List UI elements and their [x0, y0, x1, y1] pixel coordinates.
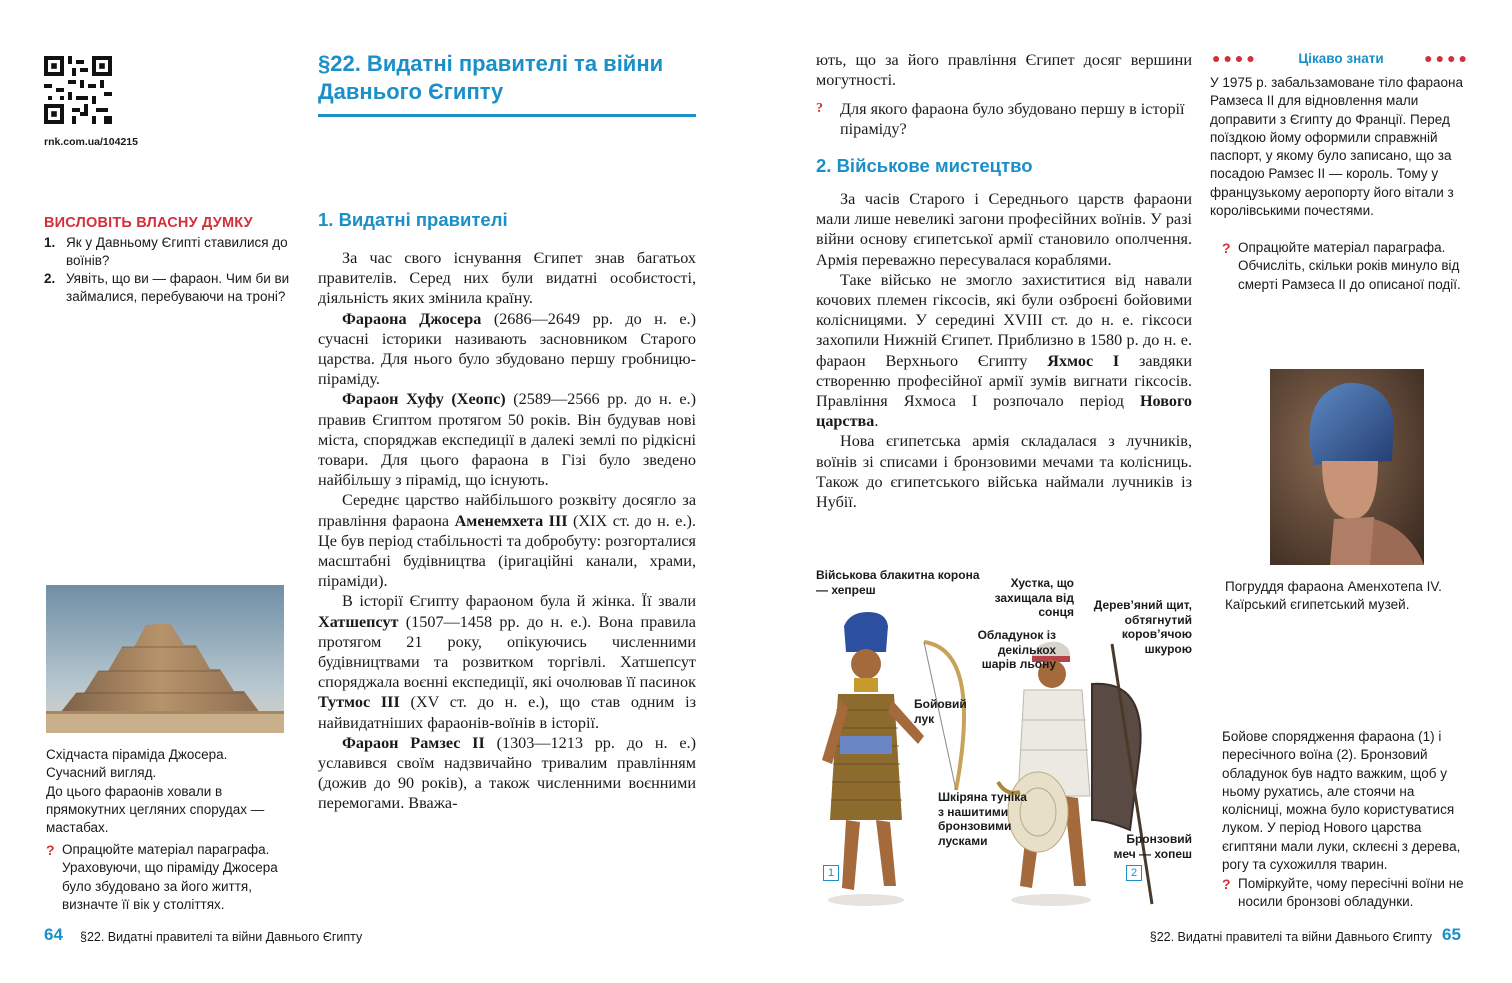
section1-p5-rest: (XV ст. до н. е.), що став одним із найвидатніших фараонів-воїнів в історії.: [318, 693, 696, 732]
page-number-right: 65: [1442, 925, 1461, 944]
label-shield: Дерев’яний щит, обтягнутий коров’ячою шкурою: [1093, 598, 1192, 656]
ramesses-bold: Фараон Рамзес II: [342, 733, 485, 752]
section1-p5: [318, 591, 696, 732]
section2-p2: [816, 270, 1192, 432]
opinion-heading: ВИСЛОВІТЬ ВЛАСНУ ДУМКУ: [44, 215, 253, 231]
section2-text: [816, 189, 1192, 512]
figure-number-2: 2: [1126, 865, 1142, 881]
pyramid-caption: [46, 746, 296, 837]
djoser-bold: Фараона Джосера: [342, 309, 482, 328]
running-head-right: §22. Видатні правителі та війни Давнього Єгипту: [1149, 930, 1432, 944]
section1-p4-rest: (XIX ст. до н. е.). Це був період стабільності та добробуту: розгорталися масштабні будівництва (іригаційні канали, храми, піраміди).: [318, 511, 696, 591]
section2-p3: Нова єгипетська армія складалася з лучників, воїнів зі списами і бронзовими мечами та колісниць. Також до єгипетського війська наймали лучників із Нубії.: [816, 432, 1192, 512]
question-text: Уявіть, що ви — фараон. Чим би ви займалися, перебуваючи на троні?: [66, 271, 290, 304]
section1-p1: За час свого існування Єгипет знав багатьох правителів. Серед них були видатні особистості, діяльність яких змінила країну.: [318, 249, 696, 308]
pyramid-caption-line2: Сучасний вигляд.: [46, 765, 157, 781]
right-task: [1222, 239, 1478, 294]
section1-p3: [318, 389, 696, 490]
label-tunic: Шкіряна туніка з нашитими бронзовими лусками: [938, 790, 1027, 848]
section2-heading: 2. Військове мистецтво: [816, 155, 1033, 176]
section1-p4-a: Середнє царство найбільшого розквіту досягло за правління фараона: [318, 491, 696, 530]
section1-p2-rest: (2686—2649 рр. до н. е.) сучасні історики називають засновником Старого царства. Для нього було збудовано першу гробницю-піраміду.: [318, 309, 696, 389]
section1-heading: 1. Видатні правителі: [318, 209, 508, 230]
section1-p6: [318, 733, 696, 814]
pyramid-caption-line1: Східчаста піраміда Джосера.: [46, 747, 228, 762]
section2-p2-a: Таке військо не змогло захиститися від навали кочових племен гіксосів, які були озброєні бойовими колісницями. У середині XVIII ст. до н. е. гіксоси захопили Нижній Єгипет. Приблизно в 1580 р. до н. е. фараон Верхнього Єгипту: [816, 270, 1192, 370]
section1-p5-a: В історії Єгипту фараоном була й жінка. Її звали: [342, 592, 696, 611]
fact-heading: [1212, 50, 1470, 66]
question-number: 2.: [44, 271, 56, 286]
fact-text: У 1975 р. забальзамоване тіло фараона Рамзеса II для відновлення мали доправити з Єгипту до Франції. Перед поїздкою йому оформили справжній паспорт, у якому було записано, що за посадою Рамзес II — король. Тому у французькому аеропорту його вітали з королівськими почестями.: [1210, 75, 1463, 219]
section2-p2-b: завдяки створенню професійної армії зумів вигнати гіксосів. Правління Яхмоса I розпочало період: [816, 351, 1192, 411]
khufu-bold: Фараон Хуфу (Хеопс): [342, 390, 506, 409]
dots-decoration: ●●●●: [1424, 50, 1470, 66]
bust-caption: Погруддя фараона Аменхотепа IV. Каїрський єгипетський музей.: [1225, 579, 1442, 613]
section1-p6-rest: (1303—1213 рр. до н. е.) уславився своїм надзвичайно тривалим правлінням (дожив до 90 років), а також численними воєнними перемогами. Вважа-: [318, 733, 696, 813]
question-item: [44, 234, 294, 270]
left-task-text: Опрацюйте матеріал параграфа. Ураховуючи, що піраміду Джосера було збудовано за його життя, визначте її вік у століттях.: [62, 842, 278, 912]
figure-number-1: 1: [823, 865, 839, 881]
fact-heading-text: Цікаво знати: [1298, 50, 1384, 66]
label-bow: Бойовий лук: [914, 697, 967, 726]
section1-p2: [318, 309, 696, 390]
pyramid-question: [816, 99, 1192, 139]
question-icon: ?: [46, 842, 55, 858]
section1-text: [318, 248, 696, 814]
continued-text: ють, що за його правління Єгипет досяг вершини могутності.: [816, 51, 1192, 90]
qr-code[interactable]: [44, 56, 112, 124]
question-icon: ?: [816, 101, 823, 116]
question-icon: ?: [1222, 876, 1231, 892]
label-armor: Обладунок із декількох шарів льону: [977, 628, 1056, 671]
left-task: [46, 841, 296, 914]
dots-decoration: ●●●●: [1212, 50, 1258, 66]
question-number: 1.: [44, 235, 56, 250]
armor-question-text: Поміркуйте, чому пересічні воїни не носили бронзові обладунки.: [1238, 876, 1464, 910]
djoser-pyramid-photo: [46, 585, 284, 733]
question-text: Як у Давньому Єгипті ставилися до воїнів?: [66, 235, 288, 268]
page-number-left: 64: [44, 925, 63, 944]
pyramid-question-text: Для якого фараона було збудовано першу в історії піраміду?: [840, 100, 1185, 139]
right-column-text: [816, 50, 1192, 90]
armor-question: [1222, 875, 1478, 912]
label-scarf: Хустка, що захищала від сонця: [994, 576, 1074, 619]
right-task-text: Опрацюйте матеріал параграфа. Обчисліть, скільки років минуло від смерті Рамзеса II до описаної події.: [1238, 240, 1461, 292]
amenemhat-bold: Аменемхета III: [454, 511, 568, 530]
pyramid-note: До цього фараонів ховали в прямокутних цегляних спорудах — мастабах.: [46, 783, 265, 836]
paragraph-title: §22. Видатні правителі та війни Давнього Єгипту: [318, 51, 664, 104]
running-head-left: §22. Видатні правителі та війни Давнього Єгипту: [80, 930, 363, 944]
new-kingdom-bold: Нового царства: [816, 392, 1192, 431]
title-divider: [318, 114, 696, 117]
question-icon: ?: [1222, 240, 1231, 256]
hatshepsut-bold: Хатшепсут: [318, 612, 399, 631]
equipment-caption: Бойове спорядження фараона (1) і пересічного воїна (2). Бронзовий обладунок був надто важким, щоб у ньому рухатись, але стоячи на колісниці, можна було користуватися луком. У період Нового царства єгиптяни мали луки, склеєні з дерева, рогу та сухожилля тварин.: [1222, 729, 1461, 873]
section1-p3-rest: (2589—2566 рр. до н. е.) правив Єгиптом протягом 50 років. Він будував нові міста, споряджав експедиції в далекі землі по рідкісні товари. Для цього фараона в Гізі було зведено найбільшу з пірамід, що існують.: [318, 390, 696, 490]
thutmose-bold: Тутмос III: [318, 693, 400, 712]
pharaoh-figure: [822, 612, 964, 906]
opinion-questions: [44, 234, 294, 306]
label-crown: Військова блакитна корона — хепреш: [816, 568, 980, 597]
section1-p5-b: (1507—1458 рр. до н. е.). Вона правила протягом 21 року, опікуючись численними будівництвами та розвитком торгівлі. Хатшепсут споряджала воєнні експедиції, які очолював її пасинок: [318, 612, 696, 692]
qr-url[interactable]: rnk.com.ua/104215: [44, 136, 138, 148]
label-sword: Бронзовий меч — хопеш: [1113, 832, 1192, 861]
question-item: [44, 270, 294, 306]
section2-p2-rest: .: [874, 412, 879, 431]
ahmose-bold: Яхмос I: [1047, 351, 1120, 370]
section1-p4: [318, 490, 696, 591]
amenhotep-bust-photo: [1270, 369, 1424, 565]
section2-p1: За часів Старого і Середнього царств фараони мали лише невеликі загони професійних воїнів. У разі війни основу єгипетської армії становило ополчення. Армія переважно пересувалася кораблями.: [816, 190, 1192, 269]
